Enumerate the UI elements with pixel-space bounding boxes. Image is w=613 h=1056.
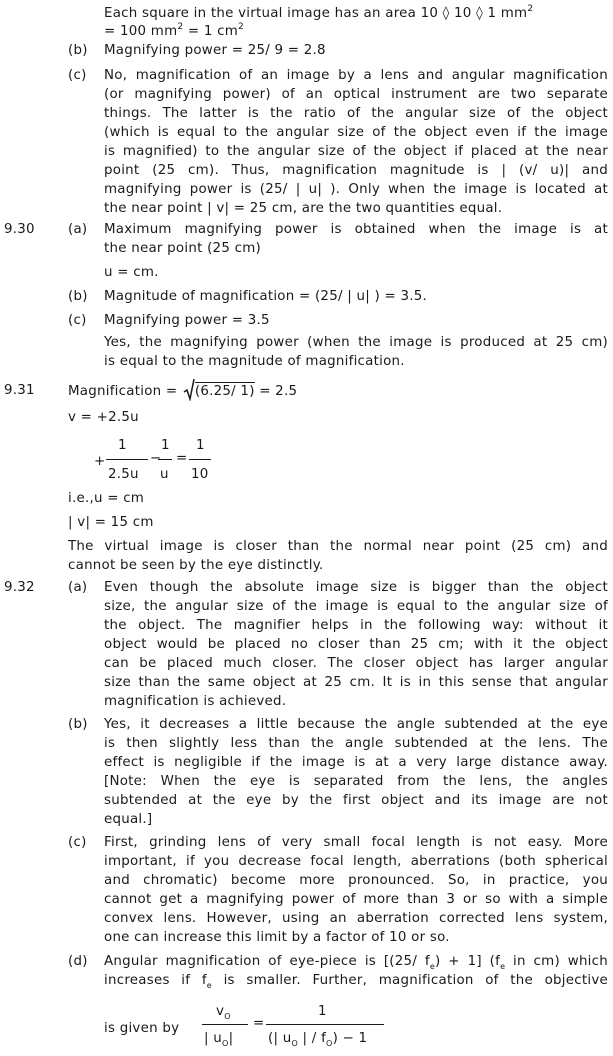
item-label: (d) <box>68 954 88 969</box>
equation-line: i.e.,u = cm <box>68 491 145 506</box>
equals-sign: = <box>253 1016 265 1031</box>
fraction-numerator: $v_O$ <box>216 1004 231 1021</box>
question-number: 9.30 <box>4 222 35 237</box>
item-label: (c) <box>68 68 87 83</box>
paragraph-line: is magnified) to the angular size of the object if placed at the near <box>104 144 608 159</box>
item-label: (b) <box>68 717 88 732</box>
item-label: (b) <box>68 43 88 58</box>
paragraph-line: magnification is achieved. <box>104 694 287 709</box>
equation-label: is given by <box>104 1021 180 1036</box>
equals-sign: = <box>176 451 188 466</box>
paragraph-line: object would be placed no closer than 25 cm; with it the object <box>104 637 608 652</box>
paragraph-line: convex lens. However, using an aberration corrected lens system, <box>104 911 608 926</box>
paragraph-line: point (25 cm). Thus, magnification magnitude is | (v/ u)| and <box>104 163 608 178</box>
question-number: 9.31 <box>4 383 35 398</box>
fraction-denominator: (| $u_O$ | / $f_O) - 1$ <box>268 1031 368 1048</box>
paragraph-line: the near point (25 cm) <box>104 241 261 256</box>
radical-sign-icon <box>183 379 195 401</box>
equation-line: v = +2.5u <box>68 410 139 425</box>
paragraph-line: size than the same object at 25 cm. It is in this sense that angular <box>104 675 608 690</box>
paragraph-line: (or magnifying power) of an optical instrument are two separate <box>104 87 608 102</box>
paragraph-line: Maximum magnifying power is obtained when the image is at <box>104 222 608 237</box>
paragraph-line: things. The latter is the ratio of the angular size of the object <box>104 106 608 121</box>
paragraph-line: one can increase this limit by a factor of 10 or so. <box>104 930 450 945</box>
paragraph-line: the near point | v| = 25 cm, are the two quantities equal. <box>104 201 503 216</box>
paragraph-line: effect is negligible if the image is at a very large distance away. <box>104 755 608 770</box>
paragraph-text: Magnifying power = 25/ 9 = 2.8 <box>104 43 326 58</box>
plus-sign: + <box>94 454 106 469</box>
item-label: (a) <box>68 222 88 237</box>
paragraph-line: size, the angular size of the image is equal to the angular size of <box>104 599 608 614</box>
paragraph-text: Magnitude of magnification = (25/ | u| ) = 3.5. <box>104 289 428 304</box>
paragraph-line: equal.] <box>104 812 153 827</box>
fraction-numerator: 1 <box>318 1004 327 1019</box>
paragraph-line: cannot get a magnifying power of more than 3 or so with a simple <box>104 892 608 907</box>
top-line-1: Each square in the virtual image has an area 10 ◊ 10 ◊ 1 $mm^2$ <box>104 4 534 21</box>
fraction-bar <box>266 1024 384 1025</box>
paragraph-line: is then slightly less than the angle subtended at the lens. The <box>104 736 608 751</box>
square-root-symbol: (6.25/ 1) <box>184 382 255 401</box>
equation-line: u = cm. <box>104 265 159 280</box>
fraction-numerator: 1 <box>161 438 170 453</box>
item-label: (c) <box>68 835 87 850</box>
paragraph-line: (which is equal to the angular size of the object even if the image <box>104 125 608 140</box>
fraction-denominator: 10 <box>191 467 209 482</box>
item-label: (c) <box>68 313 87 328</box>
paragraph-line: The virtual image is closer than the normal near point (25 cm) and <box>68 539 608 554</box>
paragraph-line: First, grinding lens of very small focal length is not easy. More <box>104 835 608 850</box>
top-line-2: = 100 $mm^2 = 1$ $cm^2$ <box>104 22 245 39</box>
paragraph-line: No, magnification of an image by a lens and angular magnification <box>104 68 608 83</box>
fraction-denominator: | $u_O|$ <box>204 1031 234 1048</box>
paragraph-line: magnifying power is (25/ | u| ). Only when the image is located at <box>104 182 608 197</box>
paragraph-line: can be placed much closer. The closer object has larger angular <box>104 656 608 671</box>
paragraph-line: important, if you decrease focal length, aberrations (both spherical <box>104 854 608 869</box>
paragraph-text: Magnifying power = 3.5 <box>104 313 270 328</box>
paragraph-line: is equal to the magnitude of magnification. <box>104 354 405 369</box>
fraction-bar <box>106 459 148 460</box>
equation-line: | v| = 15 cm <box>68 515 154 530</box>
paragraph-line: and chromatic) become more pronounced. So, in practice, you <box>104 873 608 888</box>
paragraph-line: [Note: When the eye is separated from the lens, the angles <box>104 774 608 789</box>
paragraph-line: Angular magnification of eye-piece is [(25/ $f_e) + 1$] ($f_e$ in cm) which <box>104 954 609 971</box>
minus-sign: − <box>150 451 162 466</box>
fraction-numerator: 1 <box>118 438 127 453</box>
paragraph-line: subtended at the eye by the first object and its image are not <box>104 793 608 808</box>
magnification-equation: Magnification = (6.25/ 1) = 2.5 <box>68 382 297 401</box>
paragraph-line: Even though the absolute image size is bigger than the object <box>104 580 608 595</box>
fraction-numerator: 1 <box>196 438 205 453</box>
item-label: (b) <box>68 289 88 304</box>
fraction-bar <box>158 459 172 460</box>
question-number: 9.32 <box>4 580 35 595</box>
paragraph-line: the object. The magnifier helps in the following way: without it <box>104 618 608 633</box>
item-label: (a) <box>68 580 88 595</box>
paragraph-line: cannot be seen by the eye distinctly. <box>68 558 324 573</box>
paragraph-line: Yes, it decreases a little because the angle subtended at the eye <box>104 717 608 732</box>
fraction-denominator: 2.5u <box>108 467 139 482</box>
paragraph-line: Yes, the magnifying power (when the image is produced at 25 cm) <box>104 335 608 350</box>
fraction-bar <box>189 459 211 460</box>
fraction-denominator: u <box>160 467 169 482</box>
fraction-bar <box>202 1024 248 1025</box>
paragraph-line: increases if $f_e$ is smaller. Further, magnification of the objective <box>104 973 608 990</box>
